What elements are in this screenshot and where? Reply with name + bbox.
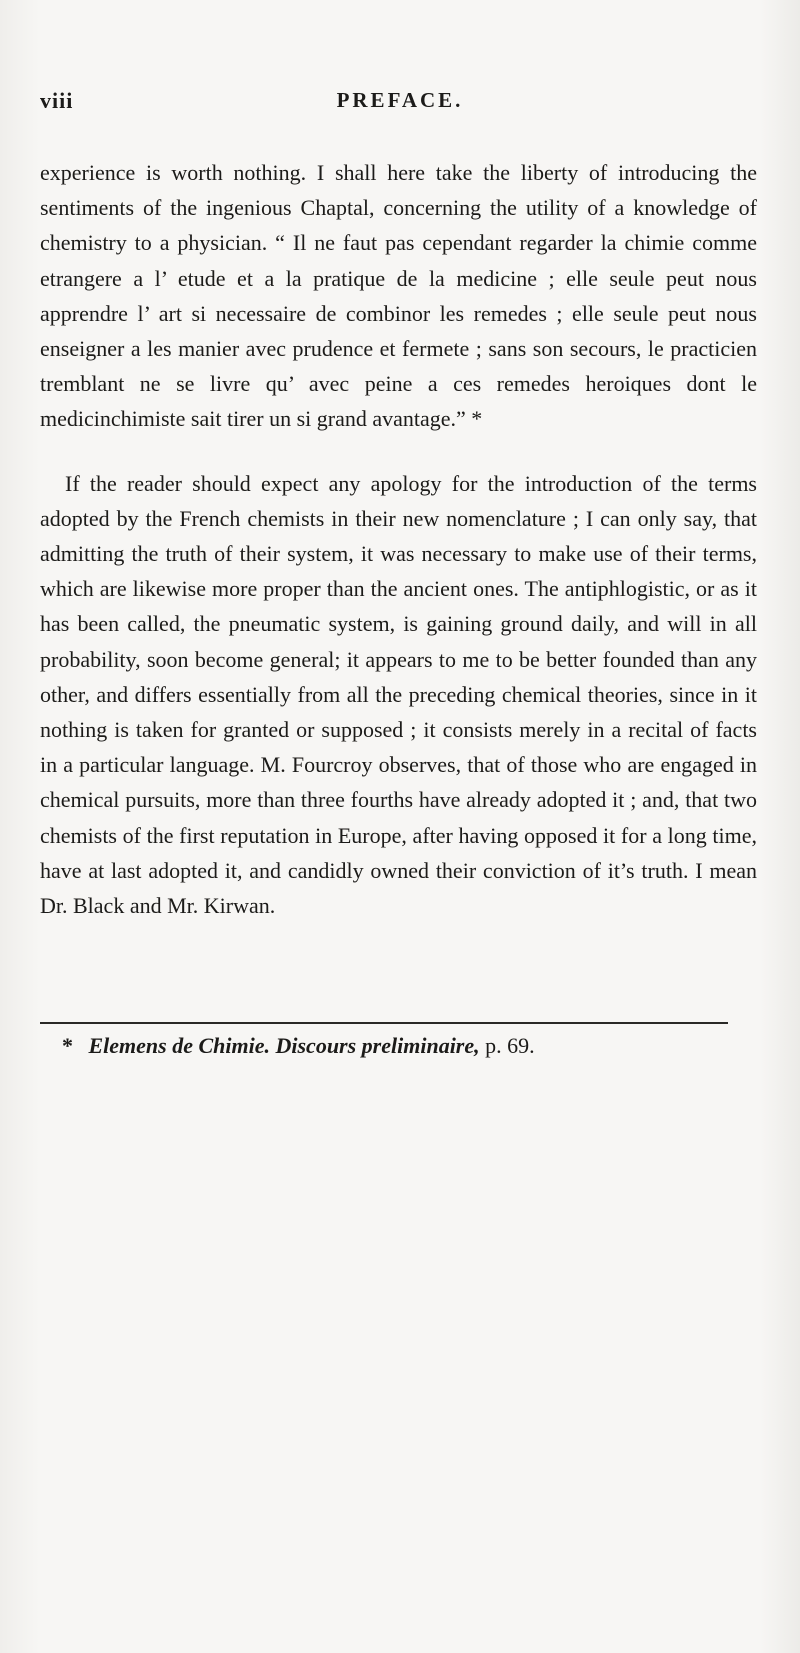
page-header <box>0 88 800 118</box>
footnote-source-title: Elemens de Chimie. Discours preliminaire, <box>88 1033 480 1058</box>
footnote-divider <box>40 1022 728 1024</box>
footnote-marker: * <box>62 1033 73 1058</box>
body-text <box>40 155 757 923</box>
running-head: PREFACE. <box>336 88 464 112</box>
paragraph-nomenclature: If the reader should expect any apology for the introduction of the terms adopted by the French chemists in their new nomenclature ; I can only say, that admitting the truth of their system, it was necessary to make use of their terms, which are likewise more proper than the ancient ones. The antiphlogistic, or as it has been called, the pneumatic system, is gaining ground daily, and will in all probability, soon become general; it appears to me to be better founded than any other, and differs essentially from all the preceding chemical theories, since in it nothing is taken for granted or supposed ; it consists merely in a recital of facts in a particular language. M. Fourcroy observes, that of those who are engaged in chemical pursuits, more than three fourths have already adopted it ; and, that two chemists of the first reputation in Europe, after having opposed it for a long time, have at last adopted it, and candidly owned their conviction of it’s truth. I mean Dr. Black and Mr. Kirwan. <box>40 470 757 919</box>
footnote <box>62 1031 762 1061</box>
paragraph-continuation: experience is worth nothing. I shall here take the liberty of introducing the sentiments of the ingenious Chaptal, concerning the utility of a knowledge of chemistry to a physician. “ Il ne faut pas cependant regarder la chimie comme etrangere a l’ etude et a la pratique de la medicine ; elle seule peut nous apprendre l’ art si necessaire de combinor les remedes ; elle seule peut nous enseigner a les manier avec prudence et fermete ; sans son secours, le practicien tremblant ne se livre qu’ avec peine a ces remedes heroiques dont le medicinchimiste sait tirer un si grand avantage.” * <box>40 160 757 432</box>
footnote-page-ref: p. 69. <box>485 1033 535 1058</box>
page-number: viii <box>40 88 74 113</box>
